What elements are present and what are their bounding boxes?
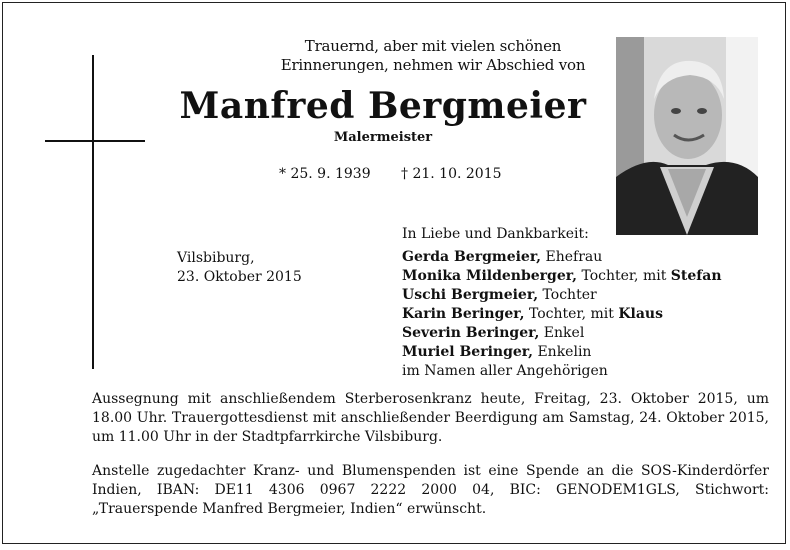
thanks-intro: In Liebe und Dankbarkeit: — [402, 226, 589, 242]
obituary-notice — [2, 2, 786, 544]
family-list — [402, 248, 722, 381]
intro-line-1: Trauernd, aber mit vielen schönen — [304, 37, 562, 55]
family-member: Severin Beringer, Enkel — [402, 325, 585, 341]
family-member: Monika Mildenberger, Tochter, mit Stefan — [402, 268, 722, 284]
birth-date: * 25. 9. 1939 — [279, 166, 371, 182]
donation-note: Anstelle zugedachter Kranz- und Blumenspenden ist eine Spende an die SOS-Kinderdörfer Indien, IBAN: DE11 4306 0967 2222 2000 04, BIC: GENODEM1GLS, Stichwort: „Trauerspende Manfred Bergmeier, Indien“ erwünscht. — [92, 463, 769, 517]
death-date: † 21. 10. 2015 — [401, 166, 502, 182]
cross-icon-horizontal — [45, 140, 145, 142]
family-closing: im Namen aller Angehörigen — [402, 363, 608, 379]
portrait-photo — [616, 37, 758, 235]
family-member: Karin Beringer, Tochter, mit Klaus — [402, 306, 663, 322]
family-member: Muriel Beringer, Enkelin — [402, 344, 592, 360]
intro-line-2: Erinnerungen, nehmen wir Abschied von — [280, 56, 586, 74]
cross-icon-vertical — [92, 55, 94, 369]
family-member: Gerda Bergmeier, Ehefrau — [402, 249, 603, 265]
family-member: Uschi Bergmeier, Tochter — [402, 287, 597, 303]
place-date — [177, 249, 302, 287]
place: Vilsbiburg, — [177, 250, 255, 266]
service-details: Aussegnung mit anschließendem Sterberosenkranz heute, Freitag, 23. Oktober 2015, um 18.00 Uhr. Trauergottesdienst mit anschließender Beerdigung am Samstag, 24. Oktober 2015, um 11.00 Uhr in der Stadtpfarrkirche Vilsbiburg. — [92, 391, 769, 445]
notice-date: 23. Oktober 2015 — [177, 269, 302, 285]
portrait-image — [616, 37, 758, 235]
intro-text — [233, 37, 633, 75]
occupation: Malermeister — [333, 130, 433, 145]
deceased-name: Manfred Bergmeier — [179, 85, 587, 127]
